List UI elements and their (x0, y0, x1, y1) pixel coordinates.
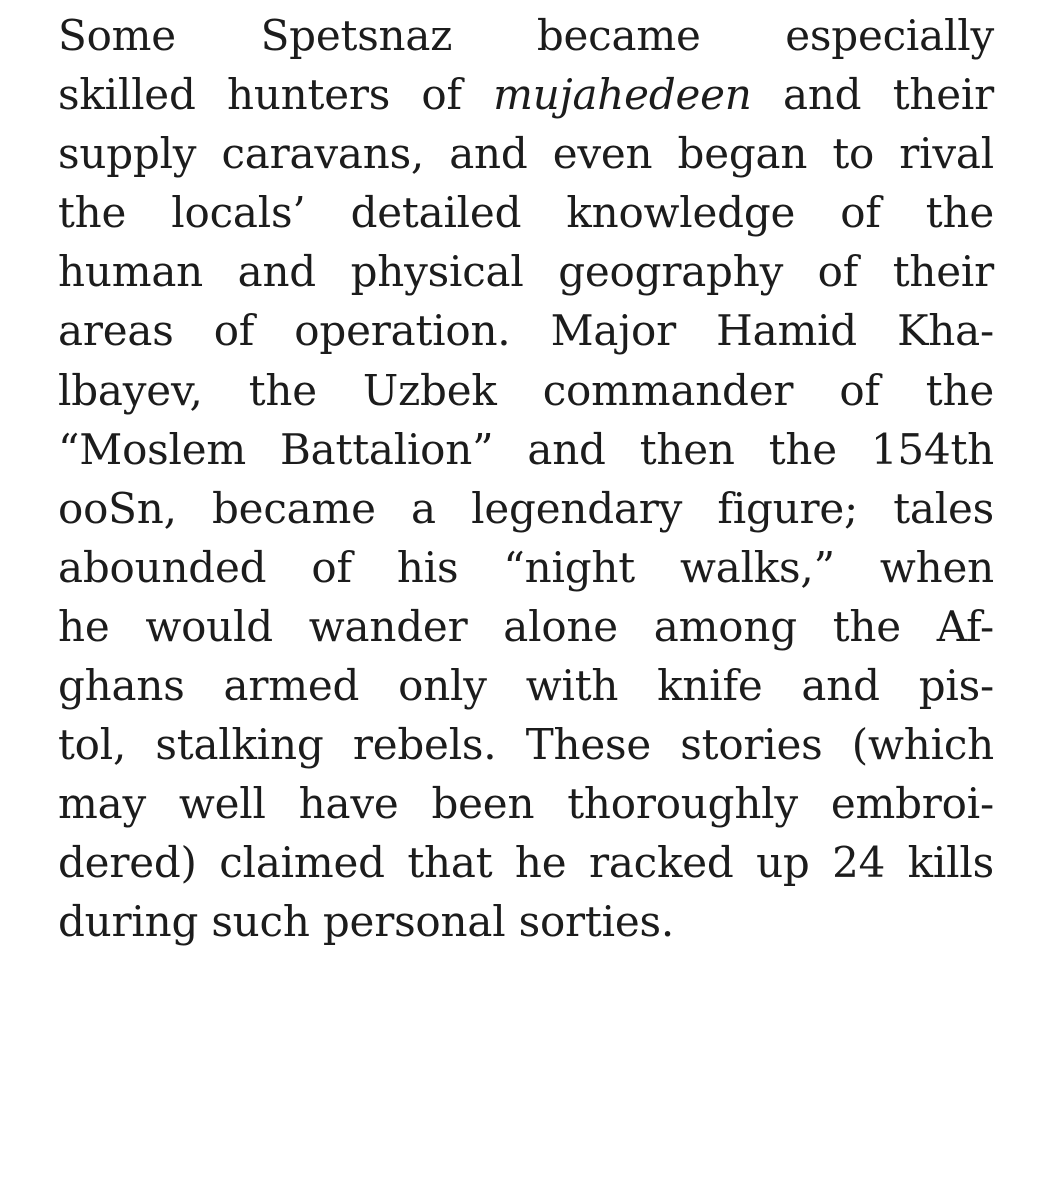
text-line-14: may well have been thoroughly embroi- (58, 779, 994, 829)
text-line-15: dered) claimed that he racked up 24 kills (58, 838, 994, 888)
text-line-12: ghans armed only with knife and pis- (58, 661, 994, 711)
text-line-10: abounded of his “night walks,” when (58, 542, 994, 592)
text-line-1: Some Spetsnaz became especially (58, 11, 994, 60)
book-page (58, 6, 994, 952)
text-line-16: during such personal sorties. (58, 897, 674, 947)
text-line-6: areas of operation. Major Hamid Kha- (58, 306, 994, 356)
text-line-2-after: and their (751, 70, 994, 120)
text-line-13: tol, stalking rebels. These stories (which (58, 720, 994, 770)
text-line-4: the locals’ detailed knowledge of the (58, 188, 994, 238)
text-line-8: “Moslem Battalion” and then the 154th (58, 424, 994, 474)
text-line-2 (58, 65, 994, 124)
text-line-5: human and physical geography of their (58, 247, 994, 297)
emphasized-term: mujahedeen (493, 70, 752, 120)
text-line-9: ooSn, became a legendary figure; tales (58, 483, 994, 533)
text-line-3: supply caravans, and even began to rival (58, 129, 994, 179)
text-line-7: lbayev, the Uzbek commander of the (58, 365, 994, 415)
text-line-2-before: skilled hunters of (58, 70, 494, 120)
text-line-11: he would wander alone among the Af- (58, 601, 994, 651)
